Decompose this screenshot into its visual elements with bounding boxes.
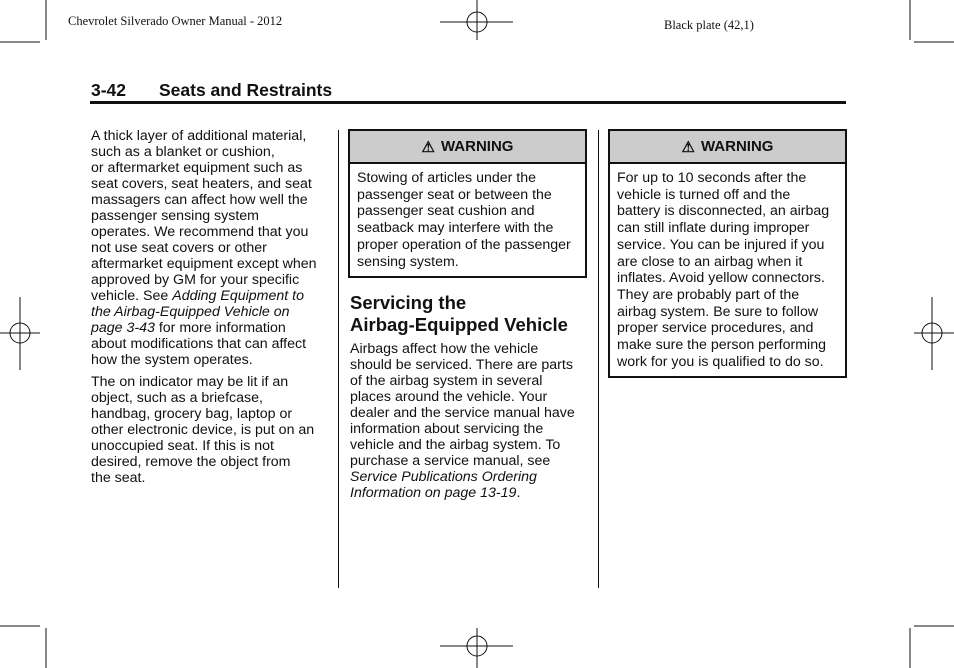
text-line: purchase a service manual, see — [350, 453, 551, 469]
warning-box-2 — [608, 129, 847, 378]
paragraph — [357, 170, 579, 270]
text-line: massagers can affect how well the — [91, 192, 308, 208]
text-line — [91, 304, 317, 320]
text-line: proper operation of the passenger — [357, 236, 571, 253]
text-line: seat covers, seat heaters, and seat — [91, 176, 312, 192]
text-line: Airbag-Equipped Vehicle — [350, 313, 568, 335]
text-line: desired, remove the object from — [91, 454, 291, 470]
text-line: such as a blanket or cushion, — [91, 144, 275, 160]
text-line: For up to 10 seconds after the — [617, 170, 807, 186]
text-line: are close to an airbag when it — [617, 253, 803, 270]
text-line — [350, 469, 575, 485]
text-line: airbag system. Be sure to follow — [617, 303, 819, 320]
text-line: Airbags affect how the vehicle — [350, 341, 539, 357]
warning-label: WARNING — [440, 138, 514, 155]
servicing-heading — [350, 292, 568, 335]
paragraph — [617, 170, 839, 370]
servicing-text — [350, 341, 575, 507]
header-rule — [90, 101, 846, 104]
text-line — [350, 485, 575, 501]
paragraph — [91, 128, 317, 368]
text-line: object, such as a briefcase, — [91, 390, 263, 406]
column-1-text — [91, 128, 317, 492]
paragraph — [350, 292, 568, 335]
text-line: vehicle is turned off and the — [617, 186, 791, 203]
paragraph — [91, 374, 317, 486]
warning-box-1 — [348, 129, 587, 278]
text-line: service. You can be injured if you — [617, 236, 825, 253]
text-line: vehicle and the airbag system. To — [350, 437, 561, 453]
manual-title: Chevrolet Silverado Owner Manual - 2012 — [68, 14, 283, 28]
cross-reference-link[interactable]: Adding Equipment to — [172, 288, 304, 304]
column-divider — [338, 130, 339, 588]
text-line: unoccupied seat. If this is not — [91, 438, 274, 454]
cross-reference-link[interactable]: the Airbag-Equipped Vehicle on — [91, 304, 290, 320]
text-line: battery is disconnected, an airbag — [617, 203, 830, 220]
page-number: 3-42 — [91, 80, 127, 100]
cross-reference-link[interactable]: Information on page 13-19 — [350, 485, 517, 501]
text-line: other electronic device, is put on an — [91, 422, 315, 438]
text-line: passenger sensing system — [91, 208, 259, 224]
text-line: should be serviced. There are parts — [350, 357, 573, 373]
text-line: can still inflate during improper — [617, 220, 810, 237]
warning-text — [350, 164, 585, 276]
text-span: vehicle. See — [91, 288, 173, 304]
text-line: or aftermarket equipment such as — [91, 160, 303, 176]
text-line: about modifications that can affect — [91, 336, 307, 352]
text-line: aftermarket equipment except when — [91, 256, 317, 272]
text-line: sensing system. — [357, 253, 459, 270]
text-line: handbag, grocery bag, laptop or — [91, 406, 293, 422]
text-line: make sure the person performing — [617, 337, 826, 354]
text-line: The on indicator may be lit if an — [91, 374, 289, 390]
text-line: dealer and the service manual have — [350, 405, 575, 421]
text-line — [91, 288, 317, 304]
text-line — [91, 320, 317, 336]
warning-header — [350, 131, 585, 164]
text-line: not use seat covers or other — [91, 240, 267, 256]
text-line: proper service procedures, and — [617, 320, 814, 337]
text-span: . — [516, 485, 521, 501]
text-line: work for you is qualified to do so. — [617, 353, 824, 370]
cross-reference-link[interactable]: page 3-43 — [91, 320, 155, 336]
section-title: Seats and Restraints — [159, 80, 333, 100]
warning-triangle-icon: ⚠ — [421, 138, 435, 156]
text-line: approved by GM for your specific — [91, 272, 300, 288]
text-line: They are probably part of the — [617, 286, 800, 303]
text-span: for more information — [154, 320, 286, 336]
cross-reference-link[interactable]: Service Publications Ordering — [350, 469, 537, 485]
text-line: passenger seat or between the — [357, 186, 552, 203]
text-line: of the airbag system in several — [350, 373, 543, 389]
text-line: operates. We recommend that you — [91, 224, 309, 240]
text-line: seatback may interfere with the — [357, 220, 554, 237]
plate-label: Black plate (42,1) — [664, 18, 754, 32]
paragraph — [350, 341, 575, 501]
text-line: places around the vehicle. Your — [350, 389, 548, 405]
column-divider — [598, 130, 599, 588]
warning-header — [610, 131, 845, 164]
text-line: passenger seat cushion and — [357, 203, 535, 220]
text-line: Servicing the — [350, 292, 467, 313]
text-line: information about servicing the — [350, 421, 544, 437]
warning-label: WARNING — [700, 138, 774, 155]
text-line: A thick layer of additional material, — [91, 128, 307, 144]
text-line: Stowing of articles under the — [357, 170, 537, 186]
text-line: how the system operates. — [91, 352, 253, 368]
warning-text — [610, 164, 845, 376]
warning-triangle-icon: ⚠ — [681, 138, 695, 156]
text-line: inflates. Avoid yellow connectors. — [617, 270, 825, 287]
text-line: the seat. — [91, 470, 146, 486]
